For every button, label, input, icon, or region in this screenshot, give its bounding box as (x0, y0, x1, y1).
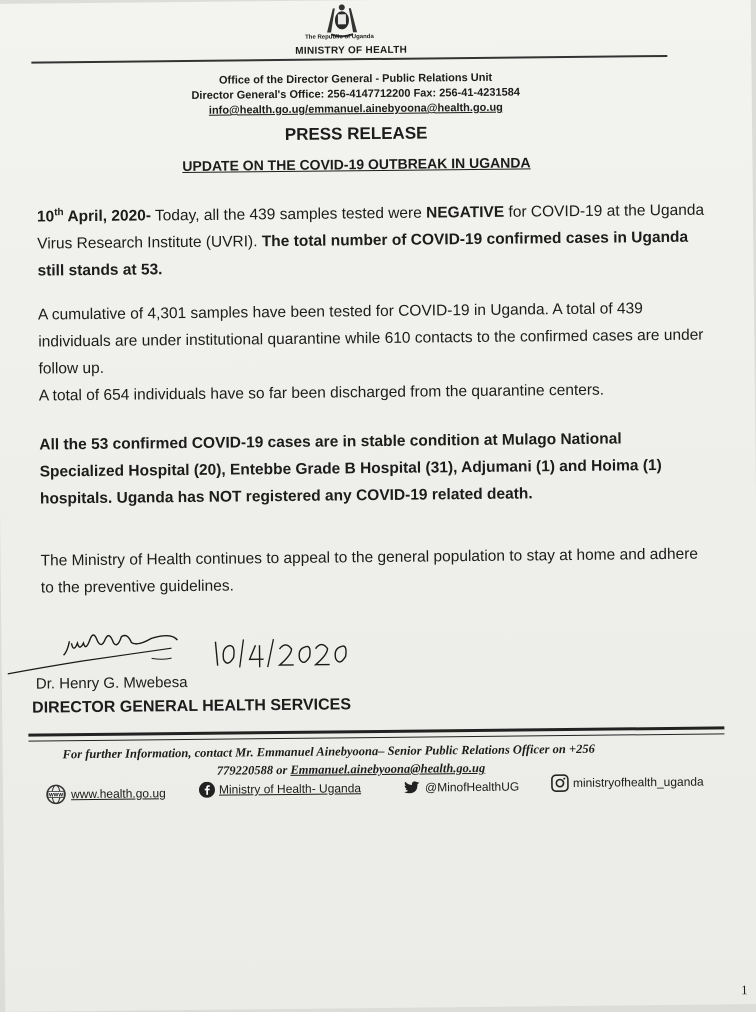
document-title: PRESS RELEASE (236, 123, 476, 146)
discharged-text: A total of 654 individuals have so far been discharged from the quarantine centers. (39, 376, 709, 410)
update-text-a: Today, all the 439 samples tested were (151, 205, 426, 225)
paragraph-samples (38, 295, 709, 410)
instagram-handle[interactable]: ministryofhealth_uganda (573, 775, 704, 790)
phone-text: 779220588 or (217, 763, 291, 778)
republic-label: The Republic of Uganda (305, 34, 374, 41)
twitter-handle[interactable]: @MinofHealthUG (425, 780, 519, 795)
website-link[interactable]: www.health.go.ug (71, 786, 166, 801)
twitter-contact[interactable] (403, 779, 519, 796)
website-contact[interactable] (45, 782, 166, 805)
paragraph-appeal: The Ministry of Health continues to appeal to the general population to stay at home and adhere to the preventive guidelines. (40, 541, 711, 602)
twitter-icon (403, 780, 421, 796)
facebook-link[interactable]: Ministry of Health- Uganda (219, 781, 361, 796)
handwritten-date (211, 630, 351, 671)
paragraph-update (37, 193, 708, 285)
document-subject: UPDATE ON THE COVID-19 OUTBREAK IN UGANDA (96, 153, 616, 174)
svg-text:WWW: WWW (49, 792, 64, 798)
date-day: 10 (37, 209, 54, 226)
update-text-b: for COVID-19 at the Uganda Virus Research Institute (UVRI). (37, 202, 704, 253)
office-line-1: Office of the Director General - Public Relations Unit (175, 70, 535, 89)
facebook-icon (199, 782, 215, 798)
office-line-2: Director General's Office: 256-4147712200 Fax: 256-41-4231584 (176, 85, 536, 104)
office-emails: info@health.go.ug/emmanuel.ainebyoona@health.go.ug (176, 100, 536, 119)
page-number: 1 (741, 982, 748, 998)
paragraph-hospitals: All the 53 confirmed COVID-19 cases are in stable condition at Mulago National Specialized Hospital (20), Entebbe Grade B Hospital (31), Adjumani (1) and Hoima (1) hospitals. Uganda has NOT registered any COVID-19 related death. (39, 425, 710, 513)
contact-email-link[interactable]: Emmanuel.ainebyoona@health.go.ug (290, 761, 485, 777)
date-rest: April, 2020- (64, 208, 151, 226)
signatory-title: DIRECTOR GENERAL HEALTH SERVICES (32, 696, 351, 717)
total-cases-statement: The total number of COVID-19 confirmed cases in Uganda still stands at 53. (37, 229, 688, 280)
uganda-coat-of-arms-icon (321, 2, 363, 38)
instagram-contact[interactable] (551, 773, 704, 793)
samples-text: A cumulative of 4,301 samples have been tested for COVID-19 in Uganda. A total of 439 individuals are under institutional quarantine while 610 contacts to the confirmed cases are under follow up. (38, 295, 709, 383)
date-suffix: th (54, 207, 64, 218)
facebook-contact[interactable] (199, 780, 361, 798)
instagram-icon (551, 774, 569, 792)
negative-label: NEGATIVE (426, 204, 504, 222)
office-contact-block (175, 70, 535, 119)
handwritten-signature (1, 620, 202, 680)
ministry-label: MINISTRY OF HEALTH (295, 45, 407, 57)
further-info-text: For further Information, contact Mr. Emmanuel Ainebyoona– Senior Public Relations Officer on +256 (63, 742, 595, 762)
globe-icon (45, 783, 67, 805)
signatory-name: Dr. Henry G. Mwebesa (36, 674, 188, 693)
